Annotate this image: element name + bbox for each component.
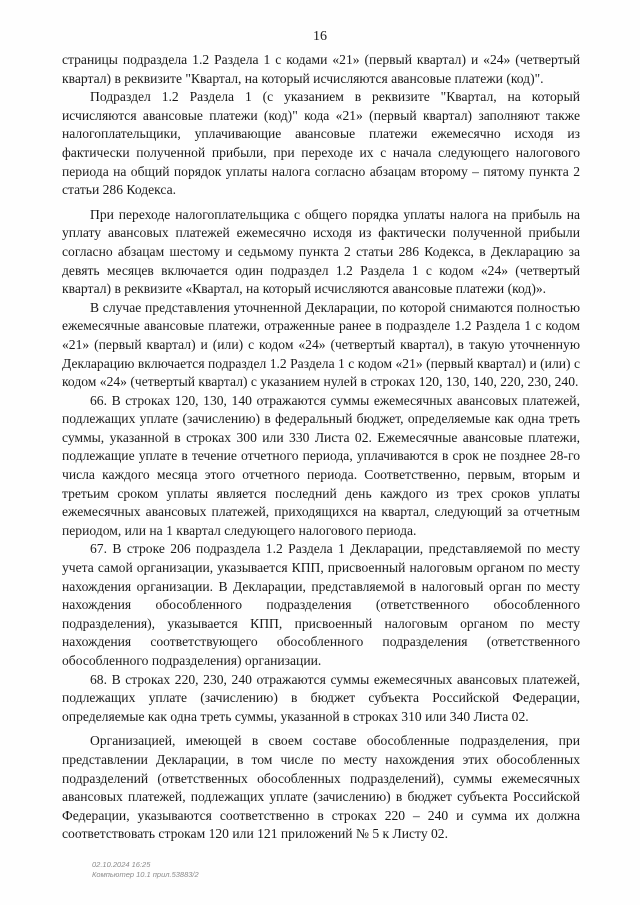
document-body	[62, 51, 580, 844]
paragraph: Организацией, имеющей в своем составе обособленные подразделения, при представлении Декларации, в том числе по месту нахождения этих обособленных подразделений (ответственных обособленных подразделений), суммы ежемесячных авансовых платежей, подлежащих уплате (зачислению) в бюджет субъекта Российской Федерации, указываются соответственно в строках 220 – 240 и сумма их должна соответствовать строкам 120 или 121 приложений № 5 к Листу 02.	[62, 733, 580, 842]
paragraph: При переходе налогоплательщика с общего порядка уплаты налога на прибыль на уплату авансовых платежей ежемесячно исходя из фактически полученной прибыли согласно абзацам шестому и седьмому пункта 2 статьи 286 Кодекса, в Декларацию за девять месяцев включается один подраздел 1.2 Раздела 1 с кодом «24» (четвертый квартал) в реквизите «Квартал, на который исчисляются авансовые платежи (код)».	[62, 206, 580, 297]
stamp-line: Компьютер 10.1 прил.53883/2	[92, 870, 199, 879]
paragraph: Подраздел 1.2 Раздела 1 (с указанием в реквизите "Квартал, на который исчисляются авансовые платежи (код)" кода «21» (первый квартал) заполняют также налогоплательщики, уплачивающие авансовые платежи ежемесячно исходя из фактически полученной прибыли, при переходе их с начала следующего налогового периода на общий порядок уплаты налога согласно абзацам второму – пятому пункта 2 статьи 286 Кодекса.	[62, 89, 580, 198]
paragraph-continuation: страницы подраздела 1.2 Раздела 1 с кодами «21» (первый квартал) и «24» (четвертый квартал) в реквизите "Квартал, на который исчисляются авансовые платежи (код)".	[62, 52, 580, 86]
paragraph-item-68: 68. В строках 220, 230, 240 отражаются суммы ежемесячных авансовых платежей, подлежащих уплате (зачислению) в бюджет субъекта Российской Федерации, определяемые как одна треть суммы, указанной в строках 310 или 340 Листа 02.	[62, 671, 580, 724]
page-number: 16	[313, 29, 327, 44]
paragraph: В случае представления уточненной Декларации, по которой снимаются полностью ежемесячные авансовые платежи, отраженные ранее в подразделе 1.2 Раздела 1 с кодом «21» (первый квартал) и (или) с кодом «24» (четвертый квартал), в такую уточненную Декларацию включается подраздел 1.2 Раздела 1 с кодом «21» (первый квартал) и (или) с кодом «24» (четвертый квартал) с указанием нулей в строках 120, 130, 140, 220, 230, 240.	[62, 299, 580, 390]
paragraph-item-66: 66. В строках 120, 130, 140 отражаются суммы ежемесячных авансовых платежей, подлежащих уплате (зачислению) в федеральный бюджет, определяемые как одна треть суммы, указанной в строках 300 или 330 Листа 02. Ежемесячные авансовые платежи, подлежащие уплате в течение отчетного периода, уплачиваются в срок не позднее 28-го числа каждого месяца этого отчетного периода. Соответственно, первым, вторым и третьим сроком уплаты является последний день каждого из трех сроков уплаты ежемесячных авансовых платежей, приходящихся на квартал, следующий за отчетным периодом, или на 1 квартал следующего налогового периода.	[62, 392, 580, 538]
stamp-line: 02.10.2024 16:25	[92, 860, 151, 869]
paragraph-item-67: 67. В строке 206 подраздела 1.2 Раздела 1 Декларации, представляемой по месту учета самой организации, указывается КПП, присвоенный налоговым органом по месту нахождения организации. В Декларации, представляемой в налоговый орган по месту нахождения обособленного подразделения (ответственного обособленного подразделения), указывается КПП, присвоенный налоговым органом по месту нахождения соответствующего обособленного подразделения (ответственного обособленного подразделения) организации.	[62, 541, 580, 668]
registration-stamp	[92, 860, 199, 880]
